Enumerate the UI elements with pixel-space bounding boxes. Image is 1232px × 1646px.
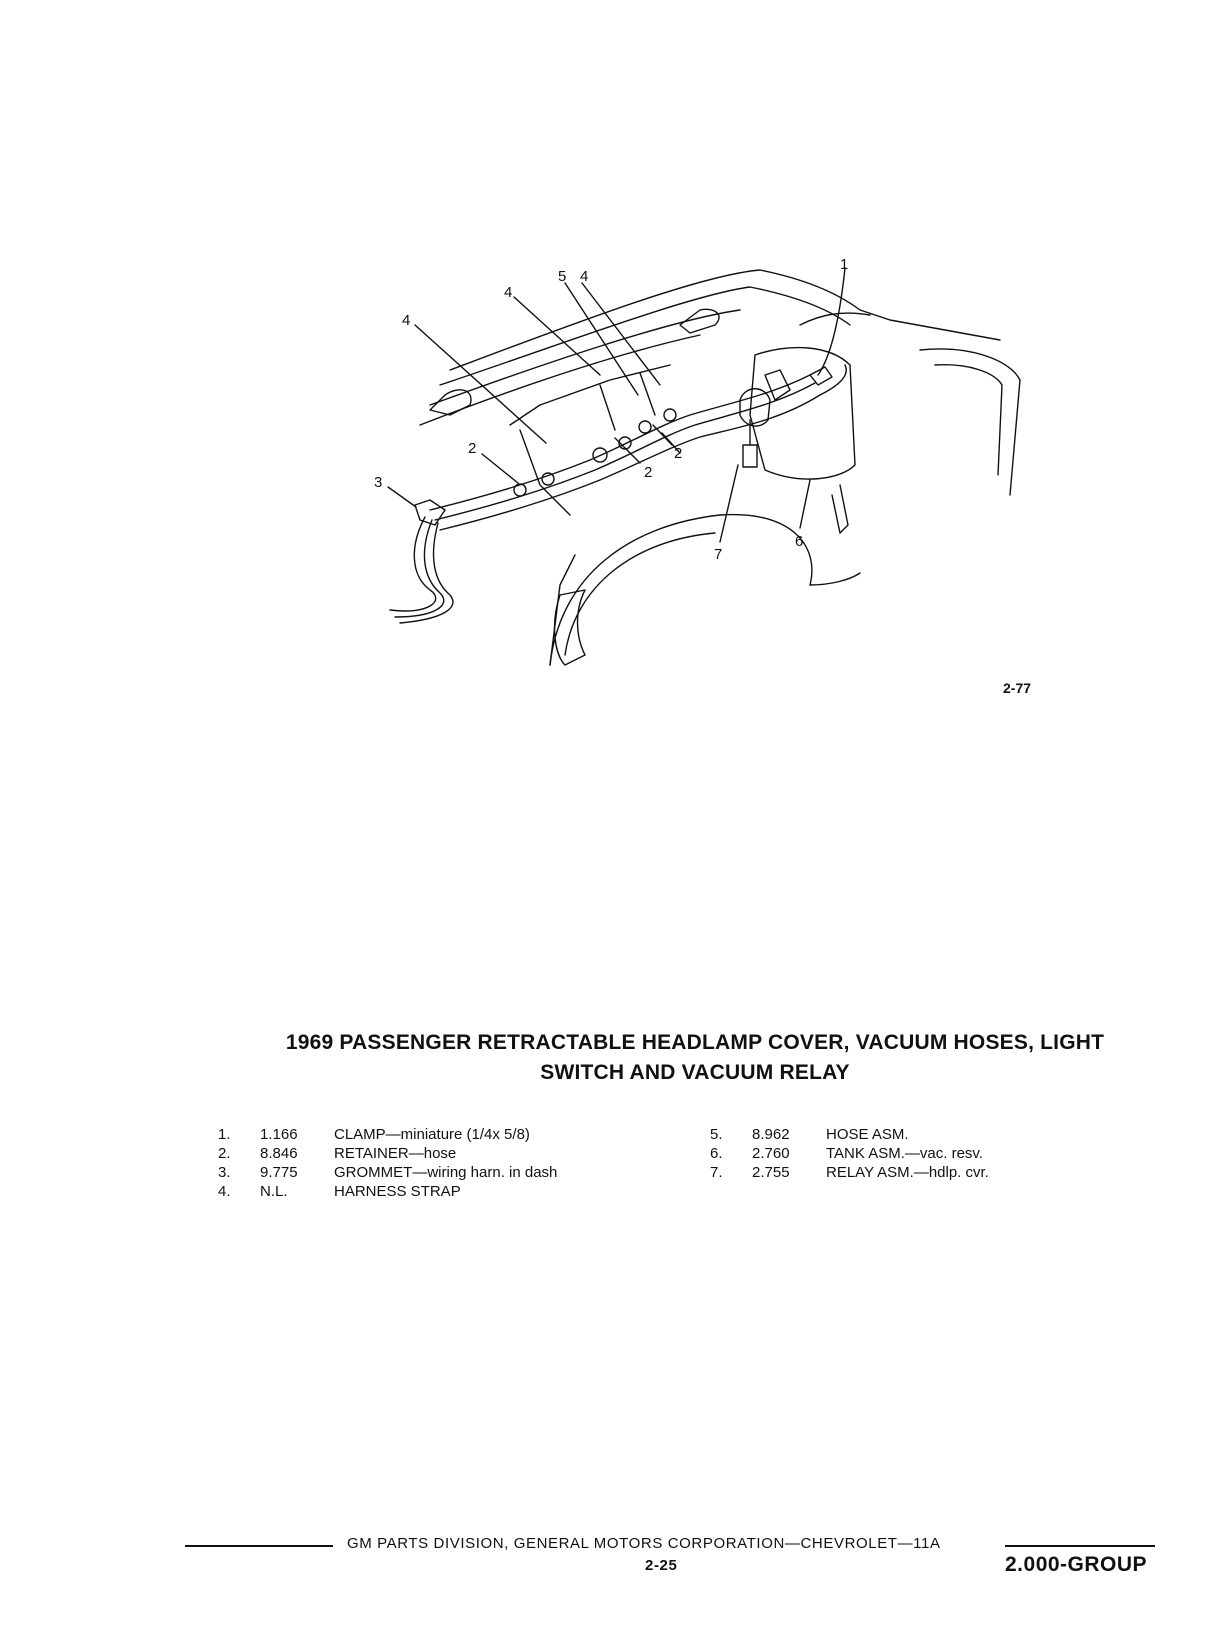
callout-6: 6 xyxy=(795,533,804,550)
part-description: GROMMET—wiring harn. in dash xyxy=(334,1164,558,1181)
figure-number: 2-77 xyxy=(1003,680,1032,696)
part-number: 8.846 xyxy=(260,1145,298,1162)
part-index: 5. xyxy=(710,1126,723,1143)
footer-rule-right xyxy=(1005,1545,1155,1547)
footer-rule-left xyxy=(185,1545,333,1547)
callout-4b: 4 xyxy=(504,284,513,301)
callout-2b: 2 xyxy=(644,464,653,481)
part-number: 8.962 xyxy=(752,1126,790,1143)
part-index: 4. xyxy=(218,1183,231,1200)
callout-2a: 2 xyxy=(468,440,477,457)
part-description: TANK ASM.—vac. resv. xyxy=(826,1145,983,1162)
vacuum-hose-illustration xyxy=(370,255,1070,715)
group-label: 2.000-GROUP xyxy=(1005,1553,1148,1576)
part-index: 6. xyxy=(710,1145,723,1162)
part-row xyxy=(218,1125,557,1144)
callout-2c: 2 xyxy=(674,445,683,462)
part-index: 7. xyxy=(710,1164,723,1181)
footer-publisher: GM PARTS DIVISION, GENERAL MOTORS CORPORATION—CHEVROLET—11A xyxy=(347,1535,941,1552)
part-index: 3. xyxy=(218,1164,231,1181)
callout-3: 3 xyxy=(374,474,383,491)
part-row xyxy=(710,1163,989,1182)
callout-1: 1 xyxy=(840,256,849,273)
part-row xyxy=(218,1163,557,1182)
part-index: 2. xyxy=(218,1145,231,1162)
callout-7: 7 xyxy=(714,546,723,563)
part-number: 1.166 xyxy=(260,1126,298,1143)
title-line-1: 1969 PASSENGER RETRACTABLE HEADLAMP COVER, VACUUM HOSES, LIGHT xyxy=(285,1031,1105,1054)
page-title xyxy=(220,1028,1170,1088)
part-row xyxy=(218,1182,557,1201)
part-number: 2.760 xyxy=(752,1145,790,1162)
parts-list-left xyxy=(218,1125,557,1201)
part-row xyxy=(218,1144,557,1163)
callout-4c: 4 xyxy=(580,268,589,285)
part-number: 2.755 xyxy=(752,1164,790,1181)
part-number: 9.775 xyxy=(260,1164,298,1181)
part-row xyxy=(710,1125,989,1144)
callout-4a: 4 xyxy=(402,312,411,329)
part-row xyxy=(710,1144,989,1163)
title-line-2: SWITCH AND VACUUM RELAY xyxy=(540,1061,850,1084)
part-index: 1. xyxy=(218,1126,231,1143)
part-description: HARNESS STRAP xyxy=(334,1183,461,1200)
callout-5: 5 xyxy=(558,268,567,285)
part-description: HOSE ASM. xyxy=(826,1126,909,1143)
parts-list-right xyxy=(710,1125,989,1182)
page-number: 2-25 xyxy=(645,1557,678,1574)
part-description: CLAMP—miniature (1/4x 5/8) xyxy=(334,1126,530,1143)
part-number: N.L. xyxy=(260,1183,288,1200)
part-description: RELAY ASM.—hdlp. cvr. xyxy=(826,1164,989,1181)
part-description: RETAINER—hose xyxy=(334,1145,457,1162)
parts-diagram xyxy=(370,255,1070,715)
